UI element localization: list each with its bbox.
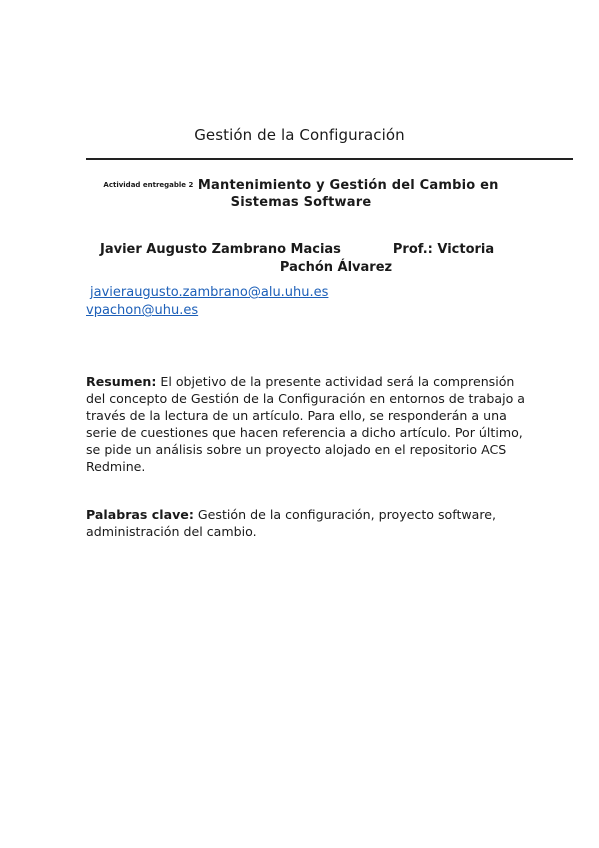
subtitle-main: Mantenimiento y Gestión del Cambio en Sistemas Software <box>197 178 499 210</box>
subtitle-activity-label: Actividad entregable 2 <box>103 181 194 189</box>
abstract-text: El objetivo de la presente actividad será la comprensión del concepto de Gestión de la Configuración en entornos de trabajo a través de la lectura de un artículo. Para ello, se responderán a una serie de cuestiones que hacen referencia a dicho artículo. Por último, se pide un análisis sobre un proyecto alojado en el repositorio ACS Redmine. <box>86 374 525 474</box>
keywords-paragraph <box>86 506 526 540</box>
title-divider <box>86 158 573 160</box>
professor-name-prefix: Prof.: Victoria <box>392 242 495 257</box>
subtitle <box>86 177 516 211</box>
professor-email-link[interactable]: vpachon@uhu.es <box>86 303 199 318</box>
emails-block <box>86 284 328 320</box>
authors-block <box>96 241 516 277</box>
keywords-label: Palabras clave: <box>86 507 194 522</box>
professor-name-rest: Pachón Álvarez <box>279 260 393 275</box>
author-name: Javier Augusto Zambrano Macias <box>100 242 341 257</box>
abstract-label: Resumen: <box>86 374 157 389</box>
abstract-paragraph <box>86 373 526 475</box>
author-email-link[interactable]: javieraugusto.zambrano@alu.uhu.es <box>90 285 329 300</box>
keywords-text: Gestión de la configuración, proyecto software, administración del cambio. <box>86 507 497 539</box>
document-title: Gestión de la Configuración <box>194 126 405 144</box>
